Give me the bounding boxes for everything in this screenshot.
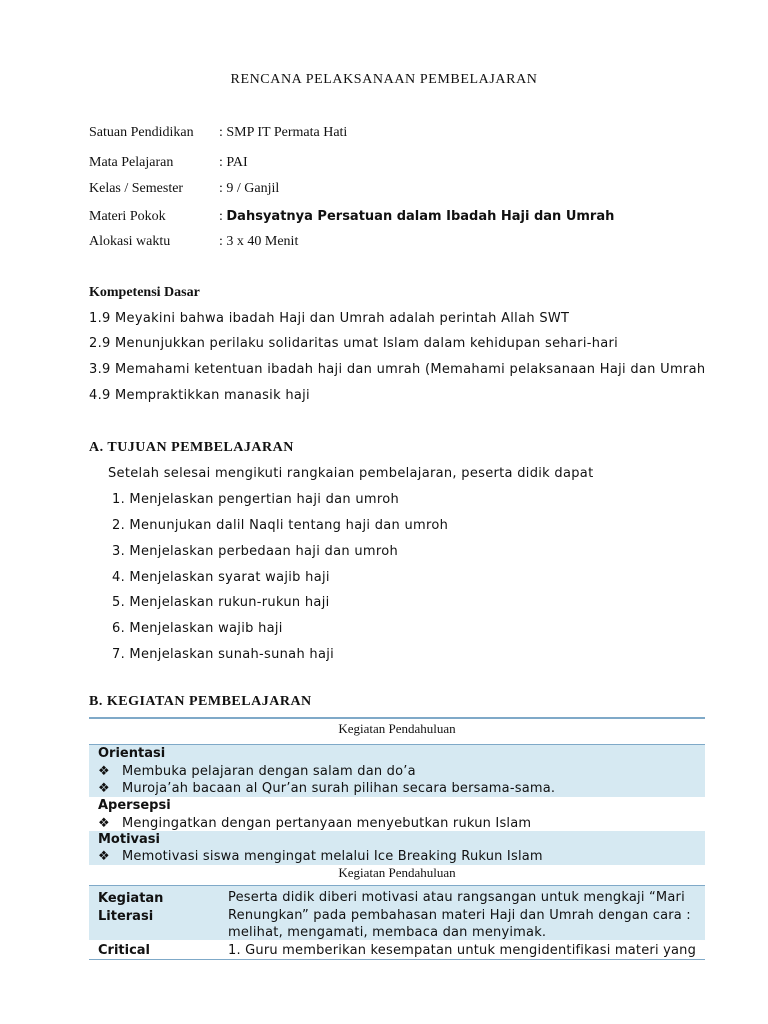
meta-label-materi: Materi Pokok [89, 209, 166, 224]
apersepsi-label: Apersepsi [98, 798, 171, 813]
diamond-bullet-icon: ❖ [98, 849, 110, 864]
tujuan-item: 6. Menjelaskan wajib haji [112, 621, 283, 636]
meta-value-satuan: : SMP IT Permata Hati [219, 125, 348, 140]
tujuan-intro: Setelah selesai mengikuti rangkaian pembelajaran, peserta didik dapat [108, 466, 594, 481]
literasi-text: Renungkan” pada pembahasan materi Haji dan Umrah dengan cara : [228, 908, 691, 923]
meta-value-materi-prefix: : [219, 209, 227, 224]
critical-text: 1. Guru memberikan kesempatan untuk mengidentifikasi materi yang [228, 943, 697, 958]
orientasi-item: ❖ Muroja’ah bacaan al Qur’an surah pilihan secara bersama-sama. [98, 781, 556, 796]
motivasi-item: ❖ Memotivasi siswa mengingat melalui Ice Breaking Rukun Islam [98, 849, 543, 864]
table-header-pendahuluan-2: Kegiatan Pendahuluan [338, 865, 456, 880]
tujuan-item: 1. Menjelaskan pengertian haji dan umroh [112, 492, 400, 507]
meta-value-alokasi: : 3 x 40 Menit [219, 234, 299, 249]
kegiatan-heading: B. KEGIATAN PEMBELAJARAN [89, 694, 312, 709]
diamond-bullet-icon: ❖ [98, 816, 110, 831]
meta-value-mapel: : PAI [219, 155, 248, 170]
apersepsi-item: ❖ Mengingatkan dengan pertanyaan menyebutkan rukun Islam [98, 816, 532, 831]
meta-label-mapel: Mata Pelajaran [89, 155, 174, 170]
tujuan-item: 7. Menjelaskan sunah-sunah haji [112, 647, 335, 662]
motivasi-label: Motivasi [98, 832, 160, 847]
table-bottom-rule [89, 959, 705, 960]
literasi-label: Kegiatan [98, 891, 164, 906]
table-header-pendahuluan: Kegiatan Pendahuluan [338, 721, 456, 736]
meta-label-satuan: Satuan Pendidikan [89, 125, 194, 140]
critical-label: Critical [98, 943, 151, 958]
kompetensi-heading: Kompetensi Dasar [89, 285, 200, 300]
tujuan-item: 4. Menjelaskan syarat wajib haji [112, 570, 330, 585]
tujuan-heading: A. TUJUAN PEMBELAJARAN [89, 440, 294, 455]
meta-value-materi-text: Dahsyatnya Persatuan dalam Ibadah Haji dan Umrah [226, 209, 615, 224]
orientasi-label: Orientasi [98, 746, 166, 761]
kompetensi-item: 2.9 Menunjukkan perilaku solidaritas umat Islam dalam kehidupan sehari-hari [89, 336, 619, 351]
literasi-text: Peserta didik diberi motivasi atau rangsangan untuk mengkaji “Mari [228, 890, 685, 905]
tujuan-item: 2. Menunjukan dalil Naqli tentang haji dan umroh [112, 518, 449, 533]
meta-label-kelas: Kelas / Semester [89, 181, 184, 196]
orientasi-item: ❖ Membuka pelajaran dengan salam dan do’a [98, 764, 416, 779]
diamond-bullet-icon: ❖ [98, 781, 110, 796]
diamond-bullet-icon: ❖ [98, 764, 110, 779]
literasi-text: melihat, mengamati, membaca dan menyimak. [228, 925, 547, 940]
tujuan-item: 5. Menjelaskan rukun-rukun haji [112, 595, 330, 610]
page-title: RENCANA PELAKSANAAN PEMBELAJARAN [230, 72, 538, 87]
literasi-label: Literasi [98, 909, 154, 924]
meta-value-kelas: : 9 / Ganjil [219, 181, 280, 196]
kompetensi-item: 1.9 Meyakini bahwa ibadah Haji dan Umrah adalah perintah Allah SWT [89, 311, 570, 326]
kompetensi-item: 3.9 Memahami ketentuan ibadah haji dan umrah (Memahami pelaksanaan Haji dan Umrah [89, 362, 706, 377]
tujuan-item: 3. Menjelaskan perbedaan haji dan umroh [112, 544, 398, 559]
meta-value-materi [219, 209, 614, 225]
meta-label-alokasi: Alokasi waktu [89, 234, 171, 249]
kompetensi-item: 4.9 Mempraktikkan manasik haji [89, 388, 310, 403]
